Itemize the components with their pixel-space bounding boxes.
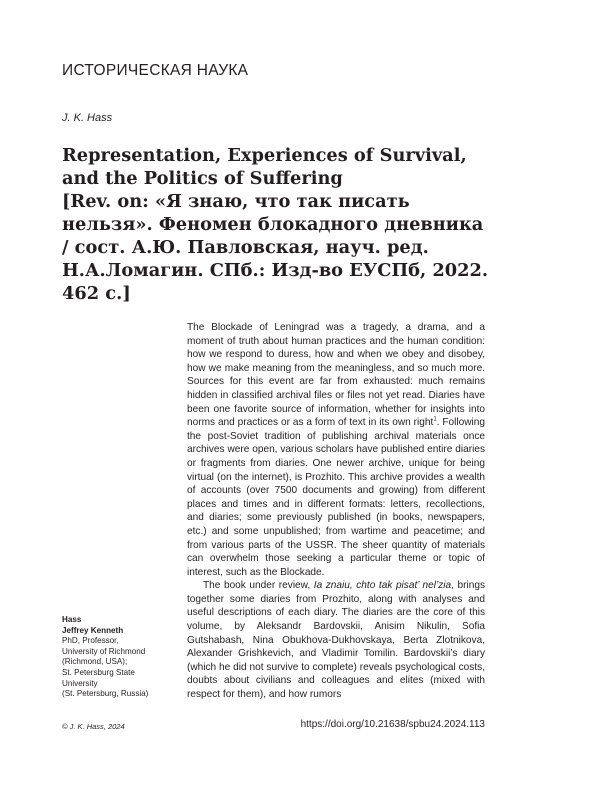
author-affiliation-line: PhD, Professor, [62, 636, 119, 646]
author-affiliation-line: (Richmond, USA); [62, 657, 128, 667]
doi-link[interactable]: https://doi.org/10.21638/spbu24.2024.113 [300, 719, 485, 730]
title-line: Н.А.Ломагин. СПб.: Изд-во ЕУСПб, 2022. [62, 260, 489, 281]
copyright-notice: © J. K. Hass, 2024 [62, 722, 125, 731]
title-line: Representation, Experiences of Survival, [62, 145, 467, 166]
title-line: and the Politics of Suffering [62, 168, 343, 189]
body-paragraph [187, 579, 485, 701]
author-info-sidebar [62, 615, 182, 700]
author-affiliation-line: University [62, 678, 98, 688]
article-body [187, 321, 485, 702]
book-title-italic: Ia znaiu, chto tak pisat’ nel’zia [313, 580, 452, 592]
title-line: нельзя». Феномен блокадного дневника [62, 214, 484, 235]
journal-section-header: ИСТОРИЧЕСКАЯ НАУКА [62, 62, 249, 79]
title-line: / сост. А.Ю. Павловская, науч. ред. [62, 237, 429, 258]
author-given-names: Jeffrey Kenneth [62, 625, 124, 635]
author-name: J. K. Hass [62, 112, 113, 124]
body-paragraph [187, 321, 485, 579]
title-line: 462 с.] [62, 283, 131, 304]
author-affiliation-line: St. Petersburg State [62, 667, 135, 677]
body-text-span: The book under review, [203, 580, 314, 592]
author-affiliation-line: University of Richmond [62, 646, 146, 656]
title-line: [Rev. on: «Я знаю, что так писать [62, 191, 410, 212]
body-text-span: . Following the post-Soviet tradition of publishing archival materials once archives were open, various scholars have published entire diaries or fragments from diaries. One newer archive, unique for being virtual (on the internet), is Prozhito. This archive provides a wealth of accounts (over 7500 documents and growing) from different places and times and in different formats: letters, recollections, and diaries; some previously published (in books, newspapers, etc.) and some unpublished; from wartime and peacetime; and from various parts of the USSR. The sheer quantity of materials can overwhelm those seeking a particular theme or topic of interest, such as the Blockade. [187, 417, 485, 578]
body-text-span: , brings together some diaries from Prozhito, along with analyses and useful descriptions of each diary. The diaries are the core of this volume, by Aleksandr Bardovskii, Anisim Nikulin, Sofia Gutshabash, Nina Obukhova-Dukhovskaya, Berta Zlotnikova, Alexander Grishkevich, and Vladimir Tomilin. Bardovskii’s diary (which he did not survive to complete) reveals psychological costs, doubts about civilians and colleagues and elites (mixed with respect for them), and how rumors [187, 580, 486, 701]
author-affiliation-line: (St. Petersburg, Russia) [62, 689, 149, 699]
article-title [62, 144, 502, 305]
body-text-span: The Blockade of Leningrad was a tragedy, a drama, and a moment of truth about human practices and the human condition: how we respond to duress, how and when we obey and disobey, how we make meaning from the meaningless, and so much more. Sources for this event are far from exhausted: much remains hidden in classified archival files or files not yet read. Diaries have been one favorite source of information, whether for insights into norms and practices or as a form of text in its own right [187, 322, 485, 429]
footnote-ref[interactable]: 1 [433, 416, 437, 423]
author-surname: Hass [62, 615, 82, 624]
